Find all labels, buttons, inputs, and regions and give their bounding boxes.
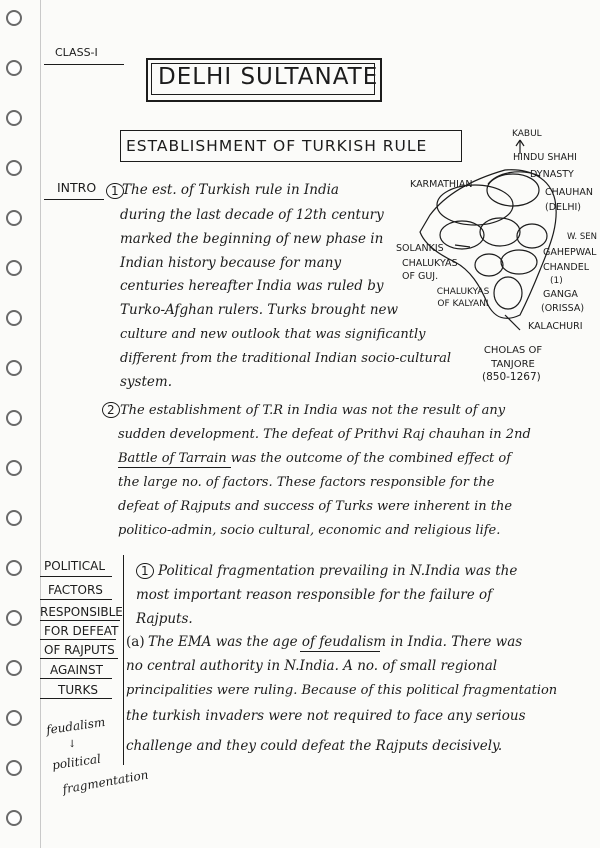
map-region: [480, 218, 520, 246]
map-label-solankis: SOLANKIS: [396, 243, 444, 254]
map-label-chandel: CHANDEL: [543, 262, 589, 273]
intro-point-1-line: different from the traditional Indian socio-cultural: [120, 351, 451, 366]
political-point-1-line: most important reason responsible for the failure of: [136, 587, 493, 603]
political-point-1-number: 1: [136, 563, 154, 579]
intro-point-1-line: marked the beginning of new phase in: [120, 231, 384, 247]
map-label-chalukyas-kalyani: CHALUKYAS OF KALYANI: [436, 287, 490, 309]
map-region: [475, 254, 503, 276]
intro-point-2-number: 2: [102, 402, 120, 418]
map-region: [501, 250, 537, 274]
intro-point-2-line: sudden development. The defeat of Prithvi Raj chauhan in 2nd: [118, 427, 531, 442]
intro-point-1-line: The est. of Turkish rule in India: [122, 182, 339, 198]
subpoint-a-line: principalities were ruling. Because of this political fragmentation: [126, 683, 558, 698]
subpoint-a-line: The EMA was the age of feudalism in India. There was: [148, 634, 523, 650]
intro-point-1-line: during the last decade of 12th century: [120, 207, 384, 223]
map-label-cholas: CHOLAS OF TANJORE: [483, 345, 543, 370]
map-label-sen: W. SEN: [567, 232, 597, 242]
map-label-chauhan: CHAUHAN: [545, 187, 593, 198]
intro-point-2-line: the large no. of factors. These factors responsible for the: [118, 475, 495, 490]
side-label-line: FOR DEFEAT: [44, 624, 119, 638]
page-title: DELHI SULTANATE: [158, 64, 379, 90]
side-label-line: FACTORS: [48, 583, 103, 597]
side-note-line: fragmentation: [61, 767, 150, 797]
subpoint-a-line: challenge and they could defeat the Rajputs decisively.: [126, 738, 503, 754]
side-note-line: feudalism: [45, 714, 107, 738]
map-label-chandel-number: (1): [550, 276, 563, 286]
intro-point-2-line: defeat of Rajputs and success of Turks were inherent in the: [118, 499, 513, 514]
map-label-karmathian: KARMATHIAN: [410, 179, 473, 190]
map-label-chalukyas-guj: CHALUKYAS OF GUJ.: [402, 258, 458, 282]
map-label-ganga: GANGA: [543, 289, 578, 300]
intro-point-1-line: culture and new outlook that was significantly: [120, 327, 426, 342]
map-label-kabul: KABUL: [512, 129, 542, 139]
political-section-divider: [123, 555, 124, 765]
side-label-line: OF RAJPUTS: [44, 643, 115, 657]
side-label-underline: [40, 639, 116, 640]
intro-point-1-line: Turko-Afghan rulers. Turks brought new: [120, 302, 399, 318]
map-label-kalachuri: KALACHURI: [528, 321, 583, 332]
side-label-line: POLITICAL: [44, 559, 106, 573]
map-label-chola-dates: (850-1267): [482, 371, 541, 383]
intro-point-2-line: The establishment of T.R in India was not the result of any: [120, 403, 506, 418]
intro-point-2-line: politico-admin, socio cultural, economic and religious life.: [118, 523, 501, 538]
map-leader-line: [455, 245, 470, 247]
section-title: ESTABLISHMENT OF TURKISH RULE: [126, 137, 428, 155]
side-label-underline: [40, 658, 118, 659]
map-region: [494, 277, 522, 309]
side-note-line: political: [51, 751, 102, 773]
intro-point-1-line: system.: [120, 374, 172, 390]
feudalism-underline: [300, 651, 380, 652]
map-label-orissa: (ORISSA): [541, 303, 585, 314]
subpoint-a-line: the turkish invaders were not required to face any serious: [126, 708, 526, 724]
side-label-underline: [40, 599, 112, 600]
side-label-underline: [40, 678, 112, 679]
map-label-hindu-shahi: HINDU SHAHI: [513, 152, 577, 163]
intro-point-1-number: 1: [106, 183, 124, 199]
subpoint-a-line: no central authority in N.India. A no. of small regional: [126, 658, 498, 674]
political-point-1-line: Political fragmentation prevailing in N.India was the: [158, 563, 518, 579]
map-label-delhi: (DELHI): [545, 202, 581, 213]
side-label-line: TURKS: [58, 683, 98, 697]
side-label-underline: [40, 620, 120, 621]
map-label-dynasty: DYNASTY: [530, 169, 574, 180]
subpoint-a-label: (a): [126, 634, 145, 650]
intro-point-2-line: Battle of Tarrain was the outcome of the combined effect of: [118, 451, 512, 466]
map-label-gahepwal: GAHEPWAL: [543, 247, 597, 258]
intro-point-1-line: centuries hereafter India was ruled by: [120, 278, 384, 294]
intro-label: INTRO: [57, 180, 97, 195]
side-label-line: RESPONSIBLE: [40, 605, 123, 619]
map-region: [440, 221, 484, 249]
down-arrow-icon: ↓: [68, 739, 77, 750]
side-label-underline: [40, 576, 112, 577]
battle-underline: [118, 467, 231, 468]
class-label: CLASS-I: [55, 46, 98, 59]
political-point-1-line: Rajputs.: [136, 611, 193, 627]
map-region: [517, 224, 547, 248]
side-label-line: AGAINST: [50, 663, 103, 677]
side-label-underline: [40, 698, 112, 699]
intro-point-1-line: Indian history because for many: [120, 255, 342, 271]
